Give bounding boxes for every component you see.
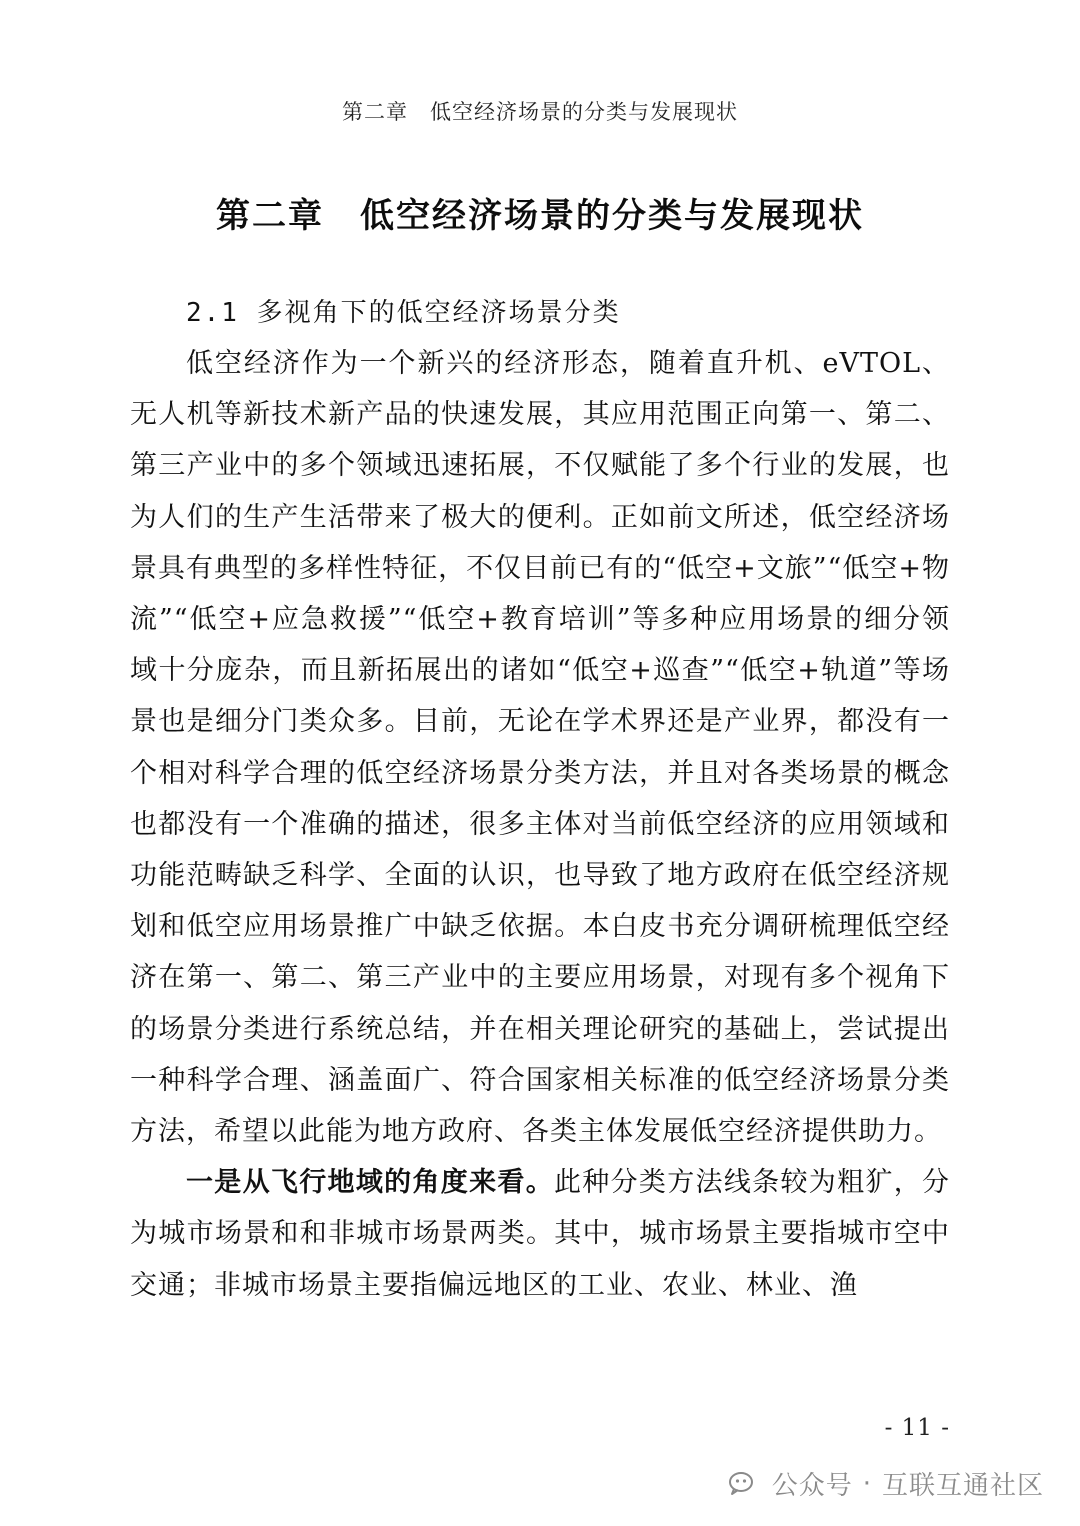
section-heading: 2.1 多视角下的低空经济场景分类 xyxy=(186,298,621,328)
body-text xyxy=(130,338,950,1311)
paragraph-lead: 一是从飞行地域的角度来看。 xyxy=(186,1167,554,1199)
wechat-icon xyxy=(728,1470,762,1498)
paragraph-intro: 低空经济作为一个新兴的经济形态，随着直升机、eVTOL、无人机等新技术新产品的快速发展，其应用范围正向第一、第二、第三产业中的多个领域迅速拓展，不仅赋能了多个行业的发展，也为人们的生产生活带来了极大的便利。正如前文所述，低空经济场景具有典型的多样性特征，不仅目前已有的“低空+文旅”“低空+物流”“低空+应急救援”“低空+教育培训”等多种应用场景的细分领域十分庞杂，而且新拓展出的诸如“低空+巡查”“低空+轨道”等场景也是细分门类众多。目前，无论在学术界还是产业界，都没有一个相对科学合理的低空经济场景分类方法，并且对各类场景的概念也都没有一个准确的描述，很多主体对当前低空经济的应用领域和功能范畴缺乏科学、全面的认识，也导致了地方政府在低空经济规划和低空应用场景推广中缺乏依据。本白皮书充分调研梳理低空经济在第一、第二、第三产业中的主要应用场景，对现有多个视角下的场景分类进行系统总结，并在相关理论研究的基础上，尝试提出一种科学合理、涵盖面广、符合国家相关标准的低空经济场景分类方法，希望以此能为地方政府、各类主体发展低空经济提供助力。 xyxy=(130,348,950,1148)
paragraph-body: 此种分类方法线条较为粗犷，分为城市场景和和非城市场景两类。其中，城市场景主要指城市空中交通；非城市场景主要指偏远地区的工业、农业、林业、渔 xyxy=(130,1167,950,1301)
watermark-platform: 公众号 xyxy=(771,1471,853,1501)
wechat-watermark xyxy=(728,1465,1044,1502)
watermark-separator: · xyxy=(862,1468,872,1499)
chapter-title: 第二章 低空经济场景的分类与发展现状 xyxy=(216,196,864,236)
paragraph-flight-region xyxy=(130,1157,950,1311)
page-number: - 11 - xyxy=(884,1415,950,1441)
watermark-account: 互联互通社区 xyxy=(881,1471,1044,1501)
running-header: 第二章 低空经济场景的分类与发展现状 xyxy=(342,100,738,124)
